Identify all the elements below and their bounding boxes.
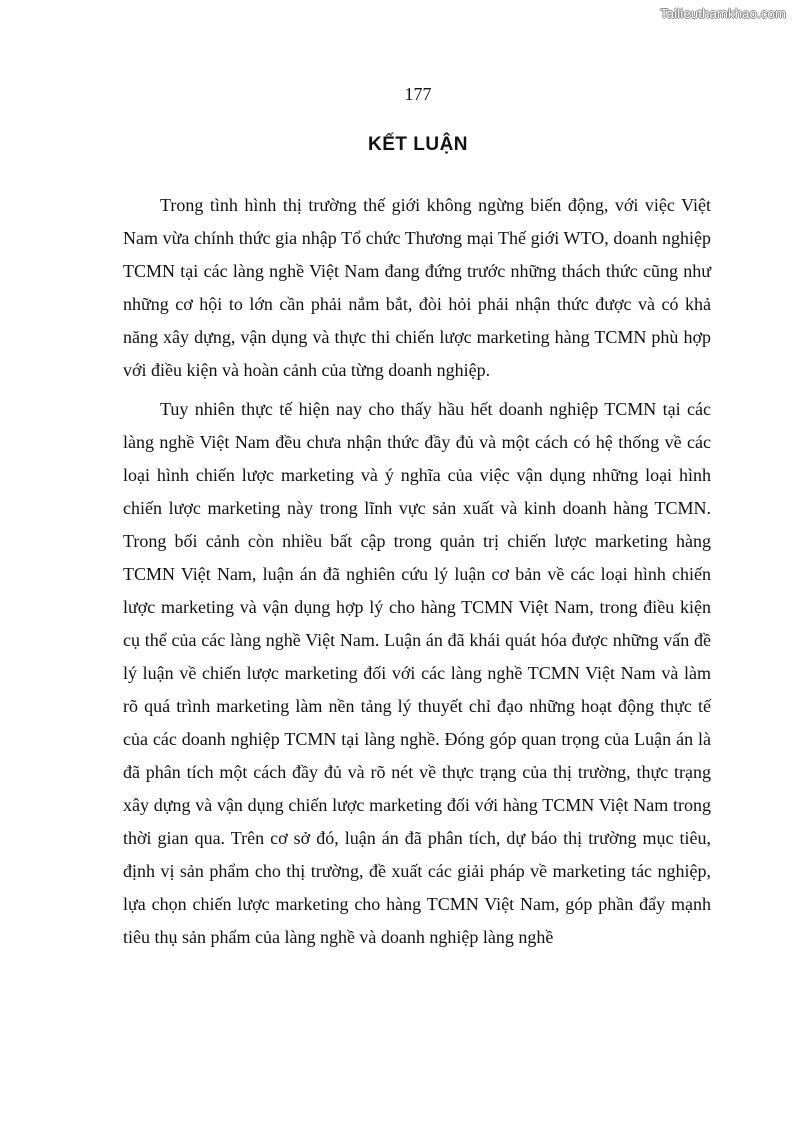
paragraph-1: Trong tình hình thị trường thế giới không ngừng biến động, với việc Việt Nam vừa chính thức gia nhập Tổ chức Thương mại Thế giới WTO, doanh nghiệp TCMN tại các làng nghề Việt Nam đang đứng trước những thách thức cũng như những cơ hội to lớn cần phải nắm bắt, đòi hỏi phải nhận thức được và có khả năng xây dựng, vận dụng và thực thi chiến lược marketing hàng TCMN phù hợp với điều kiện và hoàn cảnh của từng doanh nghiệp. — [123, 195, 711, 380]
page-number: 177 — [404, 84, 432, 104]
page-title: KẾT LUẬN — [367, 134, 469, 155]
paragraph-2: Tuy nhiên thực tế hiện nay cho thấy hầu hết doanh nghiệp TCMN tại các làng nghề Việt Nam đều chưa nhận thức đầy đủ và một cách có hệ thống về các loại hình chiến lược marketing và ý nghĩa của việc vận dụng những loại hình chiến lược marketing này trong lĩnh vực sản xuất và kinh doanh hàng TCMN. Trong bối cảnh còn nhiều bất cập trong quản trị chiến lược marketing hàng TCMN Việt Nam, luận án đã nghiên cứu lý luận cơ bản về các loại hình chiến lược marketing và vận dụng hợp lý cho hàng TCMN Việt Nam, trong điều kiện cụ thể của các làng nghề Việt Nam. Luận án đã khái quát hóa được những vấn đề lý luận về chiến lược marketing đối với các làng nghề TCMN Việt Nam và làm rõ quá trình marketing làm nền tảng lý thuyết chỉ đạo những hoạt động thực tế của các doanh nghiệp TCMN tại làng nghề. Đóng góp quan trọng của Luận án là đã phân tích một cách đầy đủ và rõ nét về thực trạng của thị trường, thực trạng xây dựng và vận dụng chiến lược marketing đối với hàng TCMN Việt Nam trong thời gian qua. Trên cơ sở đó, luận án đã phân tích, dự báo thị trường mục tiêu, định vị sản phẩm cho thị trường, đề xuất các giải pháp về marketing tác nghiệp, lựa chọn chiến lược marketing cho hàng TCMN Việt Nam, góp phần đẩy mạnh tiêu thụ sản phẩm của làng nghề và doanh nghiệp làng nghề — [123, 399, 711, 947]
watermark: Tailieuthamkhao.com — [660, 6, 786, 21]
body-text — [123, 189, 711, 954]
